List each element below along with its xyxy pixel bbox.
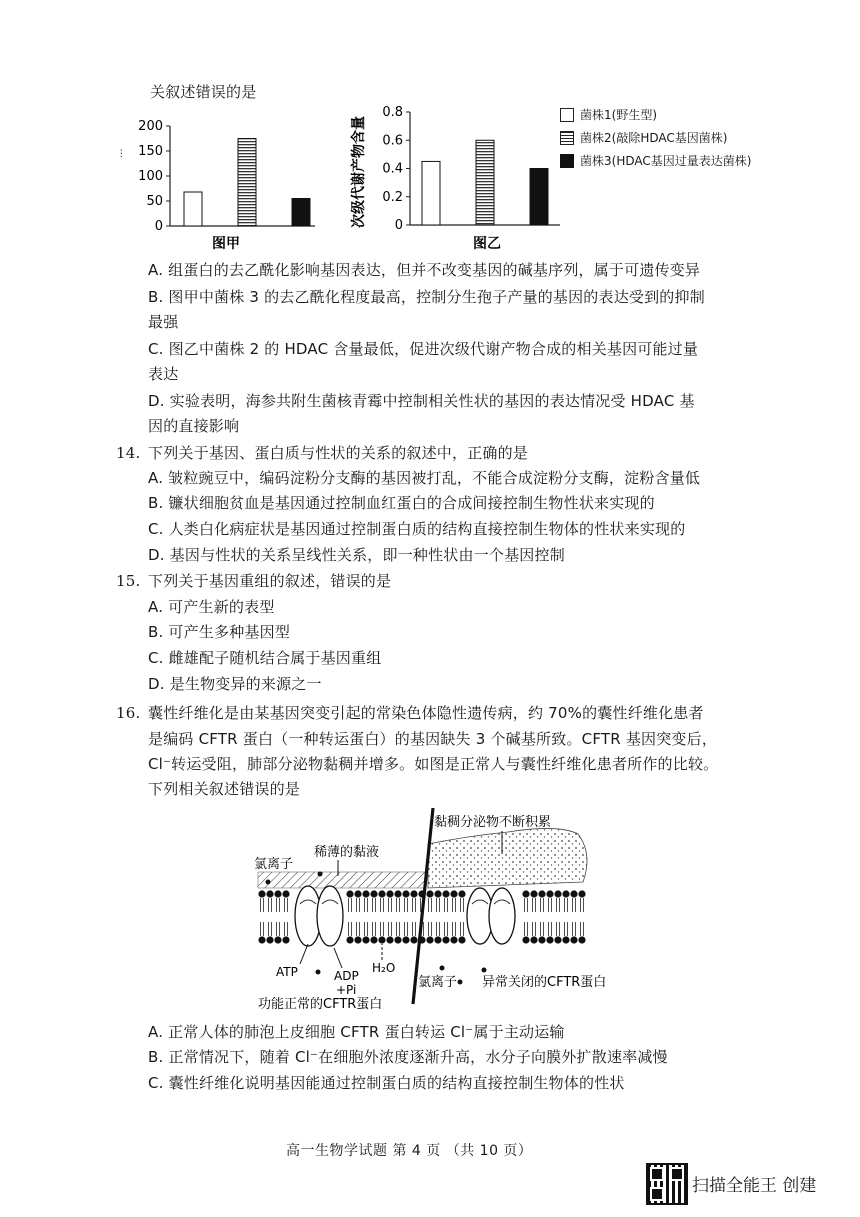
phospholipid-head [258, 936, 265, 943]
phospholipid-tail [373, 898, 376, 912]
legend-item-3 [560, 149, 800, 172]
phospholipid-tail [429, 898, 432, 912]
phospholipid-head [530, 890, 537, 897]
phospholipid-tail [277, 898, 280, 912]
phospholipid-head [386, 890, 393, 897]
q14-stem: 下列关于基因、蛋白质与性状的关系的叙述中，正确的是 [148, 444, 529, 462]
phospholipid-head [458, 890, 465, 897]
phospholipid-tail [349, 922, 352, 936]
phospholipid-tail [453, 898, 456, 912]
q13-option-d-line1: D. 实验表明，海参共附生菌核青霉中控制相关性状的基因的表达情况受 HDAC 基 [148, 392, 695, 410]
phospholipid-head [546, 890, 553, 897]
phospholipid-head [522, 890, 529, 897]
q14-option-a: A. 皱粒豌豆中，编码淀粉分支酶的基因被打乱，不能合成淀粉分支酶，淀粉含量低 [148, 469, 701, 487]
adp-arrow [334, 948, 342, 968]
q13-option-a: A. 组蛋白的去乙酰化影响基因表达，但并不改变基因的碱基序列，属于可遗传变异 [148, 261, 701, 279]
phospholipid-head [554, 890, 561, 897]
chart-jia-caption: 图甲 [212, 236, 240, 252]
phospholipid-tail [549, 922, 552, 936]
phospholipid-head [282, 936, 289, 943]
phospholipid-tail [541, 922, 544, 936]
phospholipid-tail [581, 898, 584, 912]
phospholipid-head [538, 890, 545, 897]
phospholipid-tail [453, 922, 456, 936]
chart-legend [560, 103, 800, 172]
phospholipid-tail [277, 922, 280, 936]
phospholipid-head [562, 936, 569, 943]
closed-cftr-protein-shape [467, 888, 515, 944]
q14-option-c: C. 人类白化病症状是基因通过控制蛋白质的结构直接控制生物体的性状来实现的 [148, 520, 686, 538]
y-tick-label: 0 [154, 219, 163, 234]
phospholipid-head [346, 936, 353, 943]
pi-label: +Pi [336, 983, 357, 997]
chloride-ion-dot [318, 872, 323, 877]
legend-swatch-white [560, 108, 574, 122]
page-footer: 高一生物学试题 第 4 页 （共 10 页） [286, 1143, 533, 1159]
q16-option-b: B. 正常情况下，随着 Cl⁻在细胞外浓度逐渐升高，水分子向膜外扩散速率减慢 [148, 1048, 668, 1066]
phospholipid-tail [269, 922, 272, 936]
phospholipid-tail [397, 922, 400, 936]
thin-mucus-label: 稀薄的黏液 [314, 845, 380, 860]
bar-菌株1 [184, 192, 202, 226]
atp-label: ATP [276, 965, 298, 979]
phospholipid-head [442, 890, 449, 897]
qr-code-icon [646, 1163, 688, 1205]
adp-label: ADP [334, 969, 359, 983]
phospholipid-head [362, 936, 369, 943]
thick-mucus-layer [428, 828, 587, 888]
phospholipid-head [522, 936, 529, 943]
phospholipid-head [570, 890, 577, 897]
normal-cftr-label: 功能正常的CFTR蛋白 [258, 997, 383, 1012]
intro-fragment: 关叙述错误的是 [150, 83, 257, 101]
phospholipid-tail [461, 898, 464, 912]
chart-yi-ylabel: 次级代谢产物含量 [351, 116, 367, 228]
phospholipid-tail [389, 922, 392, 936]
chart-yi [345, 100, 565, 260]
phospholipid-head [530, 936, 537, 943]
phospholipid-tail [269, 898, 272, 912]
q15-stem: 下列关于基因重组的叙述，错误的是 [148, 572, 392, 590]
phospholipid-tail [261, 898, 264, 912]
phospholipid-head [578, 936, 585, 943]
q16-option-c: C. 囊性纤维化说明基因能通过控制蛋白质的结构直接控制生物体的性状 [148, 1074, 625, 1092]
phospholipid-tail [565, 922, 568, 936]
phospholipid-tail [573, 898, 576, 912]
phospholipid-head [458, 936, 465, 943]
phospholipid-tail [541, 898, 544, 912]
phospholipid-head [354, 936, 361, 943]
q16-stem-line1: 囊性纤维化是由某基因突变引起的常染色体隐性遗传病，约 70%的囊性纤维化患者 [148, 704, 704, 722]
phospholipid-tail [565, 898, 568, 912]
q13-option-c-line2: 表达 [148, 365, 179, 383]
chloride-ion-dot [482, 968, 487, 973]
q16-option-a: A. 正常人体的肺泡上皮细胞 CFTR 蛋白转运 Cl⁻属于主动运输 [148, 1023, 565, 1041]
phospholipid-tail [261, 922, 264, 936]
q15-option-c: C. 雌雄配子随机结合属于基因重组 [148, 649, 382, 667]
phospholipid-head [378, 936, 385, 943]
q16-number: 16. [116, 704, 141, 722]
phospholipid-tail [357, 898, 360, 912]
phospholipid-tail [405, 898, 408, 912]
phospholipid-head [378, 890, 385, 897]
phospholipid-head [426, 890, 433, 897]
phospholipid-head [266, 936, 273, 943]
phospholipid-head [426, 936, 433, 943]
phospholipid-head [282, 890, 289, 897]
mucus-accumulation-label: 黏稠分泌物不断积累 [434, 815, 552, 830]
phospholipid-tail [285, 922, 288, 936]
phospholipid-head [354, 890, 361, 897]
phospholipid-head [274, 936, 281, 943]
phospholipid-head [554, 936, 561, 943]
phospholipid-head [434, 936, 441, 943]
phospholipid-tail [381, 922, 384, 936]
phospholipid-tail [533, 922, 536, 936]
q15-option-d: D. 是生物变异的来源之一 [148, 675, 322, 693]
phospholipid-tail [349, 898, 352, 912]
phospholipid-head [434, 890, 441, 897]
phospholipid-head [394, 936, 401, 943]
phospholipid-tail [381, 898, 384, 912]
y-tick-label: 50 [146, 194, 163, 209]
chloride-ion-dot [266, 880, 271, 885]
y-tick-label: 0.8 [382, 105, 403, 120]
phospholipid-head [562, 890, 569, 897]
phospholipid-tail [365, 922, 368, 936]
phospholipid-head [450, 890, 457, 897]
phospholipid-tail [573, 922, 576, 936]
legend-label-2: 菌株2(敲除HDAC基因菌株) [580, 131, 728, 145]
chloride-ion-dot [458, 980, 463, 985]
q15-option-b: B. 可产生多种基因型 [148, 623, 291, 641]
q16-stem-line2: 是编码 CFTR 蛋白（一种转运蛋白）的基因缺失 3 个碱基所致。CFTR 基因突变后， [148, 730, 718, 748]
phospholipid-tail [445, 898, 448, 912]
phospholipid-head [450, 936, 457, 943]
q13-option-d-line2: 因的直接影响 [148, 417, 240, 435]
phospholipid-tail [557, 922, 560, 936]
chart-yi-caption: 图乙 [473, 236, 501, 252]
thin-mucus-layer [258, 872, 426, 888]
phospholipid-head [402, 936, 409, 943]
phospholipid-tail [437, 922, 440, 936]
phospholipid-head [370, 936, 377, 943]
phospholipid-head [370, 890, 377, 897]
phospholipid-tail [365, 898, 368, 912]
phospholipid-head [538, 936, 545, 943]
phospholipid-tail [437, 898, 440, 912]
chloride-label-bottom: 氯离子 [418, 975, 458, 990]
q14-option-d: D. 基因与性状的关系呈线性关系，即一种性状由一个基因控制 [148, 546, 565, 564]
phospholipid-tail [549, 898, 552, 912]
phospholipid-head [346, 890, 353, 897]
phospholipid-head [402, 890, 409, 897]
y-tick-label: 150 [138, 144, 163, 159]
normal-cftr-protein-shape [295, 886, 343, 946]
legend-item-2 [560, 126, 800, 149]
atp-arrow [300, 944, 308, 964]
legend-label-1: 菌株1(野生型) [580, 108, 657, 122]
q13-option-c-line1: C. 图乙中菌株 2 的 HDAC 含量最低，促进次级代谢产物合成的相关基因可能过量 [148, 340, 699, 358]
y-tick-label: 0 [394, 218, 403, 233]
chloride-ion-dot [316, 970, 321, 975]
membrane-figure [238, 804, 638, 1014]
y-tick-label: 200 [138, 119, 163, 134]
bar-菌株3 [292, 199, 310, 227]
chart-jia-ylabel: ... [114, 148, 125, 158]
phospholipid-tail [413, 898, 416, 912]
phospholipid-tail [285, 898, 288, 912]
y-tick-label: 100 [138, 169, 163, 184]
bar-菌株2 [476, 140, 494, 225]
legend-label-3: 菌株3(HDAC基因过量表达菌株) [580, 154, 752, 168]
legend-swatch-striped [560, 131, 574, 145]
bar-菌株1 [422, 161, 440, 225]
q15-number: 15. [116, 572, 141, 590]
phospholipid-tail [445, 922, 448, 936]
phospholipid-head [274, 890, 281, 897]
phospholipid-head [362, 890, 369, 897]
chloride-ion-dot [440, 966, 445, 971]
phospholipid-tail [533, 898, 536, 912]
phospholipid-head [386, 936, 393, 943]
legend-swatch-black [560, 154, 574, 168]
phospholipid-head [410, 890, 417, 897]
phospholipid-tail [405, 922, 408, 936]
phospholipid-tail [373, 922, 376, 936]
phospholipid-tail [429, 922, 432, 936]
phospholipid-head [258, 890, 265, 897]
phospholipid-tail [557, 898, 560, 912]
phospholipid-head [546, 936, 553, 943]
phospholipid-head [578, 890, 585, 897]
q13-option-b-line1: B. 图甲中菌株 3 的去乙酰化程度最高，控制分生孢子产量的基因的表达受到的抑制 [148, 288, 705, 306]
q15-option-a: A. 可产生新的表型 [148, 598, 275, 616]
legend-item-1 [560, 103, 800, 126]
phospholipid-head [266, 890, 273, 897]
abnormal-cftr-label: 异常关闭的CFTR蛋白 [482, 975, 607, 990]
phospholipid-head [394, 890, 401, 897]
phospholipid-tail [413, 922, 416, 936]
phospholipid-tail [397, 898, 400, 912]
h2o-label: H₂O [372, 961, 396, 975]
phospholipid-tail [525, 922, 528, 936]
phospholipid-tail [461, 922, 464, 936]
q13-option-b-line2: 最强 [148, 313, 179, 331]
chloride-label-left: 氯离子 [254, 857, 294, 872]
scanner-watermark: 扫描全能王 创建 [692, 1176, 817, 1196]
bar-菌株3 [530, 169, 548, 226]
phospholipid-head [442, 936, 449, 943]
phospholipid-tail [389, 898, 392, 912]
q14-number: 14. [116, 444, 141, 462]
y-tick-label: 0.2 [382, 189, 403, 205]
q14-option-b: B. 镰状细胞贫血是基因通过控制血红蛋白的合成间接控制生物性状来实现的 [148, 494, 655, 512]
y-tick-label: 0.4 [382, 161, 403, 177]
phospholipid-head [570, 936, 577, 943]
phospholipid-tail [357, 922, 360, 936]
q16-stem-line4: 下列相关叙述错误的是 [148, 780, 301, 798]
y-tick-label: 0.6 [382, 133, 403, 149]
phospholipid-tail [525, 898, 528, 912]
chart-jia [110, 108, 320, 258]
bar-菌株2 [238, 139, 256, 227]
phospholipid-tail [581, 922, 584, 936]
phospholipid-head [410, 936, 417, 943]
q16-stem-line3: Cl⁻转运受阻，肺部分泌物黏稠并增多。如图是正常人与囊性纤维化患者所作的比较。 [148, 755, 719, 773]
